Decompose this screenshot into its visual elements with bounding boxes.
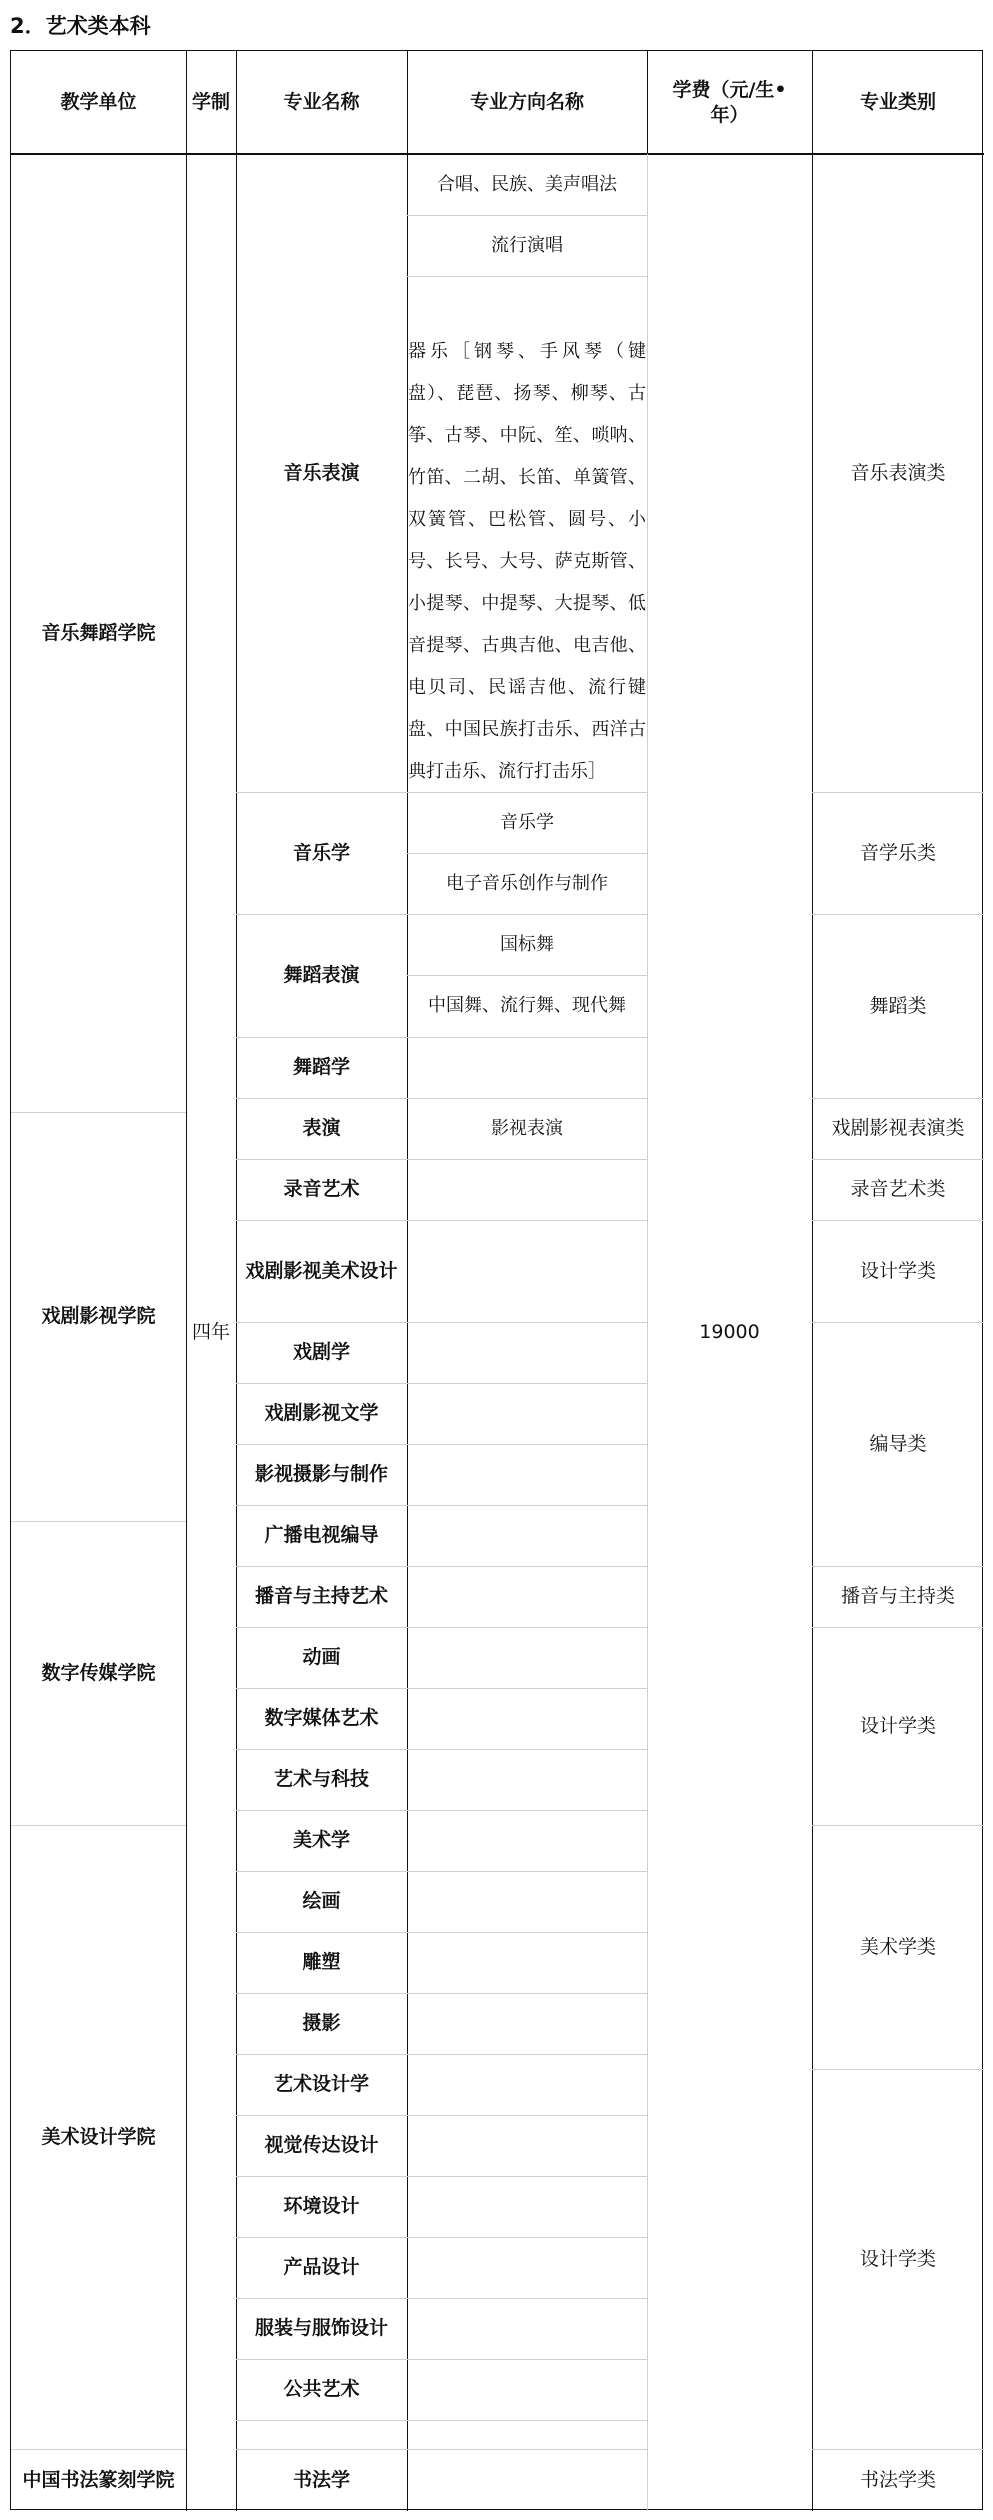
row-divider — [812, 2069, 984, 2070]
row-divider — [236, 1505, 647, 1506]
row-divider — [236, 1627, 647, 1628]
row-divider — [812, 1098, 984, 1099]
major-cell: 公共艺术 — [283, 2378, 360, 2401]
row-divider — [812, 1159, 984, 1160]
major-cell: 环境设计 — [283, 2195, 360, 2218]
duration-value: 四年 — [191, 1321, 230, 1344]
row-divider — [236, 1932, 647, 1933]
unit-cell: 数字传媒学院 — [41, 1661, 156, 1684]
category-cell: 录音艺术类 — [850, 1178, 946, 1201]
row-divider — [236, 1871, 647, 1872]
row-divider — [812, 914, 984, 915]
major-cell: 音乐学 — [292, 841, 350, 864]
row-divider — [236, 914, 647, 915]
row-divider — [236, 1383, 647, 1384]
row-divider — [236, 2359, 647, 2360]
unit-cell: 音乐舞蹈学院 — [41, 621, 156, 644]
row-divider — [236, 1098, 647, 1099]
category-cell: 设计学类 — [859, 2247, 936, 2270]
major-cell: 动画 — [302, 1646, 341, 1669]
row-divider — [812, 1322, 984, 1323]
row-divider — [236, 1220, 647, 1221]
major-cell: 播音与主持艺术 — [254, 1585, 388, 1608]
header-direction: 专业方向名称 — [469, 91, 584, 114]
category-cell: 编导类 — [869, 1432, 927, 1455]
fee-value: 19000 — [699, 1321, 760, 1344]
row-divider — [236, 1993, 647, 1994]
row-divider — [236, 1688, 647, 1689]
row-divider — [236, 1810, 647, 1811]
row-divider — [236, 2054, 647, 2055]
category-cell: 设计学类 — [859, 1714, 936, 1737]
major-cell: 戏剧影视美术设计 — [245, 1259, 398, 1282]
major-cell: 影视摄影与制作 — [254, 1463, 388, 1486]
major-cell: 视觉传达设计 — [264, 2134, 379, 2157]
major-cell: 戏剧学 — [292, 1341, 350, 1364]
category-cell: 播音与主持类 — [840, 1585, 955, 1608]
row-divider — [407, 215, 647, 216]
direction-cell: 国标舞 — [500, 933, 554, 955]
row-divider — [236, 1566, 647, 1567]
row-divider — [236, 2237, 647, 2238]
row-divider — [407, 853, 647, 854]
row-divider — [812, 1627, 984, 1628]
category-cell: 舞蹈类 — [869, 994, 927, 1017]
header-unit: 教学单位 — [60, 91, 137, 114]
row-divider — [236, 1444, 647, 1445]
direction-cell: 影视表演 — [491, 1117, 563, 1139]
direction-cell: 电子音乐创作与制作 — [446, 872, 608, 894]
major-cell: 音乐表演 — [283, 461, 360, 484]
major-cell: 书法学 — [292, 2468, 350, 2491]
row-divider — [11, 2449, 186, 2450]
unit-cell: 戏剧影视学院 — [41, 1305, 156, 1328]
direction-cell: 中国舞、流行舞、现代舞 — [428, 995, 626, 1017]
category-cell: 美术学类 — [859, 1935, 936, 1958]
header-duration: 学制 — [191, 91, 230, 114]
row-divider — [236, 1749, 647, 1750]
direction-cell: 流行演唱 — [491, 234, 563, 256]
row-divider — [236, 792, 647, 793]
header-fee: 学费（元/生•年） — [672, 78, 787, 126]
major-cell: 产品设计 — [283, 2256, 360, 2279]
header-major: 专业名称 — [283, 91, 360, 114]
major-cell: 舞蹈学 — [292, 1056, 350, 1079]
major-cell: 摄影 — [302, 2012, 341, 2035]
major-cell: 录音艺术 — [283, 1178, 360, 1201]
major-cell: 戏剧影视文学 — [264, 1402, 379, 1425]
major-cell: 服装与服饰设计 — [254, 2317, 388, 2340]
row-divider — [236, 2449, 647, 2450]
row-divider — [812, 1220, 984, 1221]
row-divider — [236, 2115, 647, 2116]
col-divider — [647, 154, 648, 2511]
major-cell: 数字媒体艺术 — [264, 1707, 379, 1730]
major-cell: 广播电视编导 — [264, 1524, 379, 1547]
row-divider — [236, 1159, 647, 1160]
row-divider — [407, 975, 647, 976]
row-divider — [236, 2420, 647, 2421]
section-heading: 2．艺术类本科 — [10, 14, 151, 38]
category-cell: 戏剧影视表演类 — [831, 1117, 965, 1140]
row-divider — [812, 792, 984, 793]
row-divider — [11, 1521, 186, 1522]
category-cell: 设计学类 — [859, 1259, 936, 1282]
unit-cell: 美术设计学院 — [41, 2125, 156, 2148]
category-cell: 音学乐类 — [859, 841, 936, 864]
row-divider — [812, 2449, 984, 2450]
header-category: 专业类别 — [859, 91, 936, 114]
major-cell: 舞蹈表演 — [283, 964, 360, 987]
col-divider — [236, 51, 237, 2511]
row-divider — [236, 1322, 647, 1323]
row-divider — [11, 1112, 186, 1113]
row-divider — [236, 2176, 647, 2177]
direction-cell: 合唱、民族、美声唱法 — [437, 173, 617, 195]
direction-cell: 器乐［钢琴、手风琴（键盘）、琵琶、扬琴、柳琴、古筝、古琴、中阮、笙、唢呐、竹笛、二胡、长笛、单簧管、双簧管、巴松管、圆号、小号、长号、大号、萨克斯管、小提琴、中提琴、大提琴、低音提琴、古典吉他、电吉他、电贝司、民谣吉他、流行键盘、中国民族打击乐、西洋古典打击乐、流行打击乐］ — [408, 341, 646, 782]
major-cell: 艺术设计学 — [273, 2073, 369, 2096]
major-cell: 绘画 — [302, 1890, 341, 1913]
category-cell: 书法学类 — [859, 2468, 936, 2491]
col-divider — [186, 51, 187, 2511]
row-divider — [236, 2298, 647, 2299]
row-divider — [812, 1566, 984, 1567]
col-divider — [407, 51, 408, 2511]
major-cell: 雕塑 — [302, 1951, 341, 1974]
major-cell: 艺术与科技 — [273, 1768, 369, 1791]
unit-cell: 中国书法篆刻学院 — [22, 2468, 175, 2491]
col-divider — [812, 51, 813, 2511]
header-divider — [11, 153, 984, 155]
col-divider — [647, 51, 648, 154]
row-divider — [812, 1825, 984, 1826]
data-table — [10, 50, 983, 2510]
row-divider — [11, 1825, 186, 1826]
direction-cell: 音乐学 — [500, 811, 554, 833]
row-divider — [236, 1037, 647, 1038]
category-cell: 音乐表演类 — [850, 461, 946, 484]
major-cell: 表演 — [302, 1117, 341, 1140]
major-cell: 美术学 — [292, 1829, 350, 1852]
row-divider — [407, 276, 647, 277]
